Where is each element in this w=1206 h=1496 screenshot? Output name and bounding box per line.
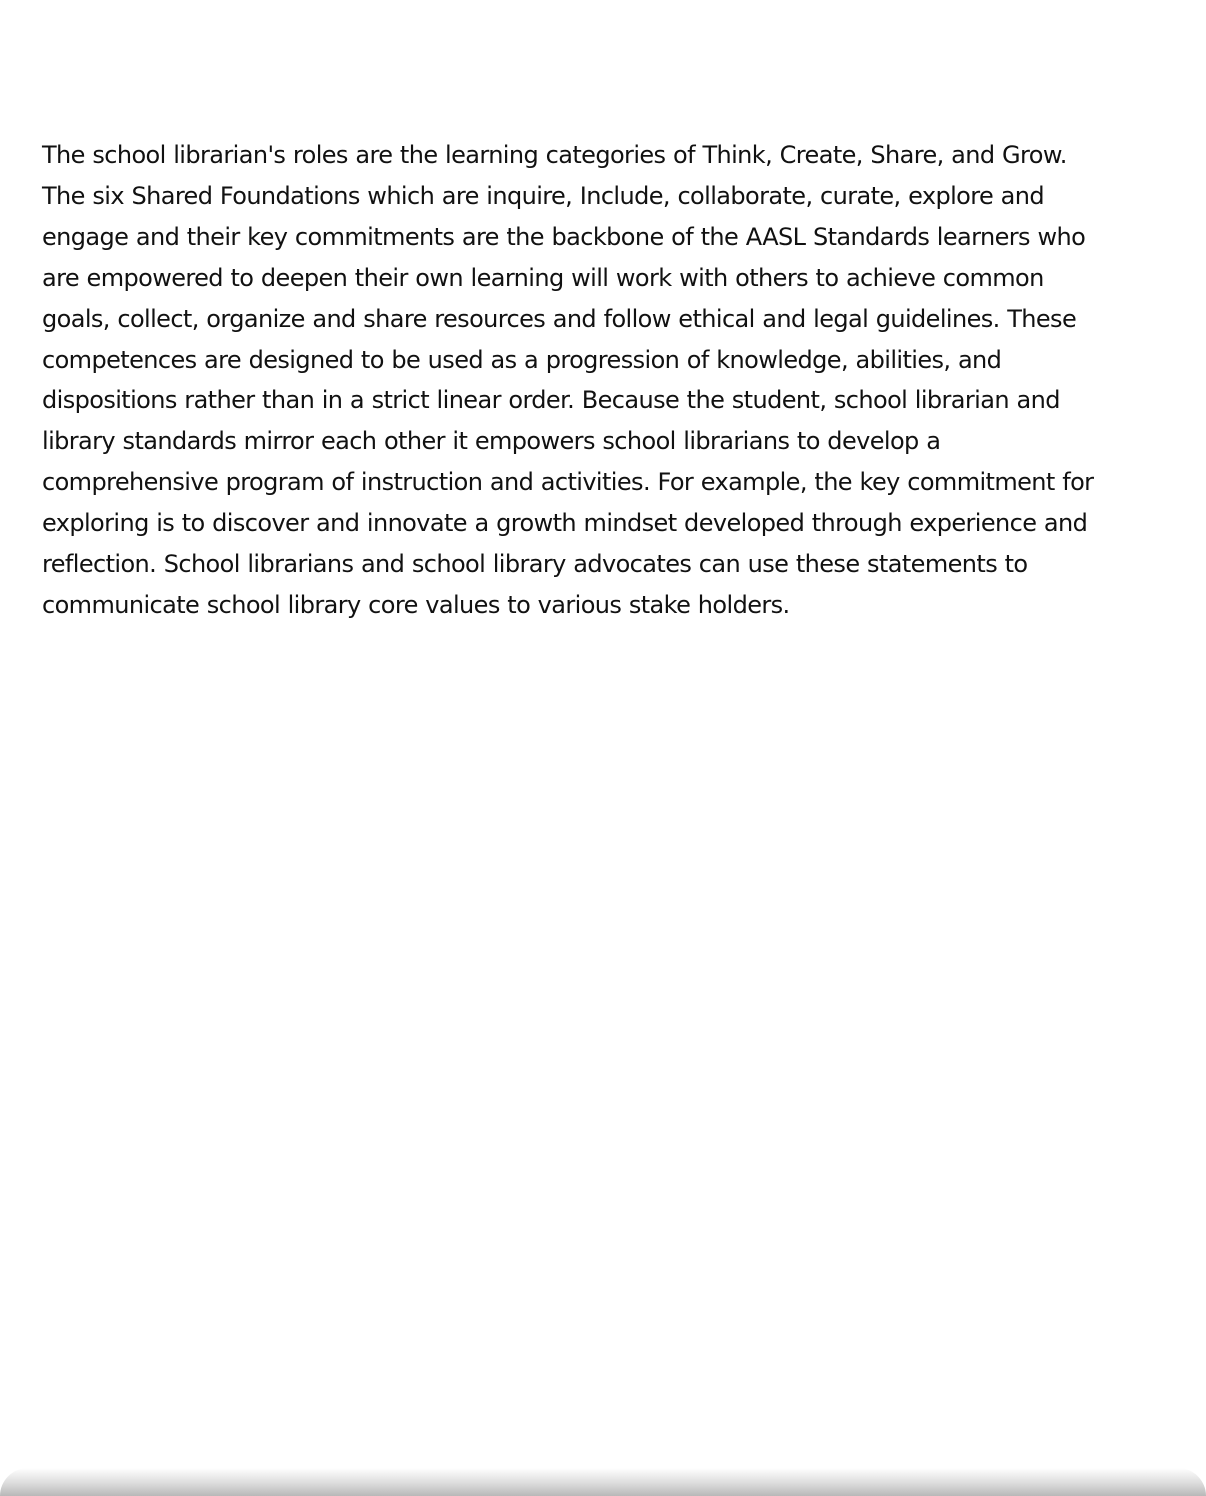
paragraph-line: are empowered to deepen their own learning will work with others to achieve common: [42, 263, 1044, 292]
paragraph-line: The school librarian's roles are the learning categories of Think, Create, Share, and Grow.: [42, 141, 1067, 169]
paragraph-line: comprehensive program of instruction and activities. For example, the key commitment for: [42, 468, 1094, 497]
paragraph-line: library standards mirror each other it empowers school librarians to develop a: [42, 427, 941, 456]
paragraph-line: reflection. School librarians and school library advocates can use these statements to: [42, 550, 1028, 579]
page-bottom-shadow: [0, 1468, 1206, 1496]
paragraph-line: goals, collect, organize and share resources and follow ethical and legal guidelines. These: [42, 304, 1077, 333]
paragraph-line: The six Shared Foundations which are inquire, Include, collaborate, curate, explore and: [42, 181, 1045, 210]
body-paragraph: [42, 135, 1182, 626]
paragraph-line: dispositions rather than in a strict linear order. Because the student, school librarian and: [42, 386, 1060, 415]
document-body: [42, 135, 1182, 626]
paragraph-line: exploring is to discover and innovate a growth mindset developed through experience and: [42, 509, 1088, 538]
paragraph-line: engage and their key commitments are the backbone of the AASL Standards learners who: [42, 222, 1086, 251]
paragraph-line: communicate school library core values to various stake holders.: [42, 590, 790, 619]
paragraph-line: competences are designed to be used as a progression of knowledge, abilities, and: [42, 345, 1002, 374]
